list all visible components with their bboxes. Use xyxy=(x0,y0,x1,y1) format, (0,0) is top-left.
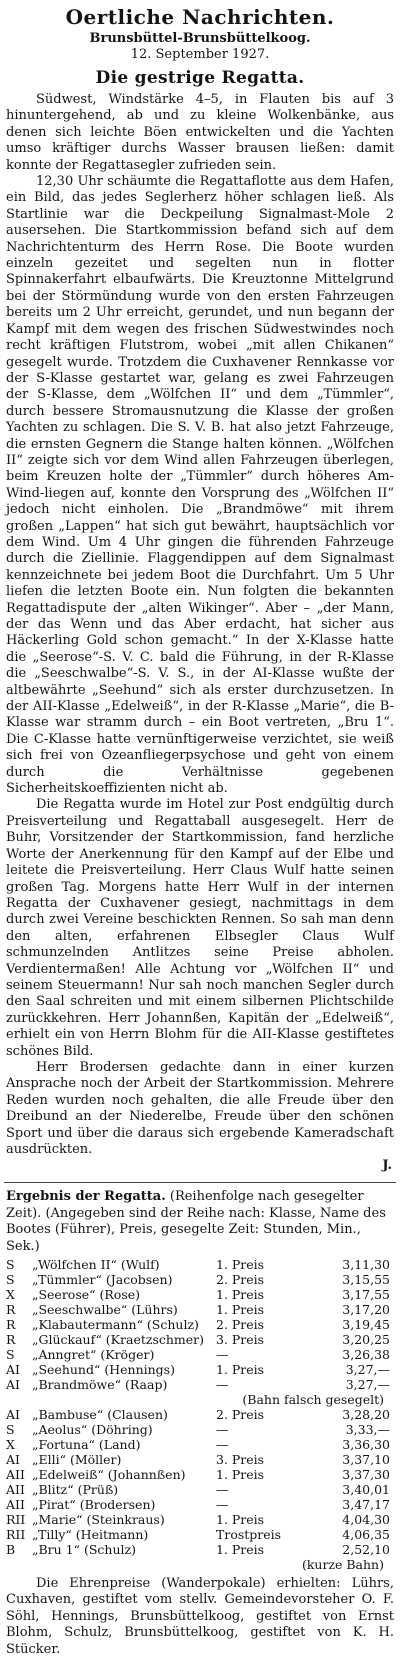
results-note xyxy=(12,1557,388,1572)
result-time: 3,19,45 xyxy=(342,1317,390,1333)
result-boat: „Bru 1“ (Schulz) xyxy=(32,1542,136,1558)
result-prize: 1. Preis xyxy=(216,1287,265,1303)
result-time: 2,52,10 xyxy=(342,1542,390,1558)
honor-prizes-paragraph xyxy=(6,1576,394,1658)
author-signature: J. xyxy=(382,1158,392,1174)
article-paragraph xyxy=(6,797,394,1060)
paragraph-text: 12,30 Uhr schäumte die Regattaflotte aus dem Hafen, ein Bild, das jedes Seglerherz höher schlagen ließ. Als Startlinie war die Deckpeilung Signalmast-Mole 2 ausersehen. Die Startkommission befand sich auf dem Nachrichtenturm des Herrn Rose. Die Boote wurden einzeln gezeitet und segelten nun in flotter Spinnakerfahrt elbaufwärts. Die Kreuztonne Mittelgrund bei der Störmündung wurde von den ersten Fahrzeugen bereits um 2 Uhr erreicht, gerundet, und nun begann der Kampf mit dem wegen des frischen Südwestwindes noch recht kräftigen Flutstrom, wobei „mit allen Chikanen“ gesegelt wurde. Trotzdem die Cuxhavener Rennkasse vor der S-Klasse gestartet war, gelang es zwei Fahrzeugen der S-Klasse, dem „Wölfchen II“ und dem „Tümmler“, durch bessere Stromausnutzung die Klasse der großen Yachten zu schlagen. Die S. V. B. hat also jetzt Fahrzeuge, die ernsten Gegnern die Stange halten können. „Wölfchen II“ zeigte sich vor dem Wind allen Fahrzeugen überlegen, beim Kreuzen holte der „Tümmler“ durch höheres Am-Wind-liegen auf, konnte den Vorsprung des „Wölfchen II“ jedoch nicht einholen. Die „Brandmöwe“ mit ihrem großen „Lappen“ hat sich gut bewährt, hauptsächlich vor dem Wind. Um 4 Uhr gingen die führenden Fahrzeuge durch die Ziellinie. Flaggendippen auf dem Signalmast kennzeichnete bei jedem Boot die Durchfahrt. Um 5 Uhr liefen die letzten Boote ein. Nun folgten die bekannten Regattadispute der „alten Wikinger“. Aber – „der Mann, der das Wenn und das Aber erdacht, hat sicher aus Häckerling Gold schon gemacht.“ In der X-Klasse hatte die „Seerose“-S. V. C. bald die Führung, in der R-Klasse die „Seeschwalbe“-S. V. S., in der AI-Klasse wußte der altbewährte „Seehund“ sich als erster durchzusetzen. In der AII-Klasse „Edelweiß“, in der R-Klasse „Marie“, die B-Klasse war stramm durch – ein Boot vertreten, „Bru 1“. Die C-Klasse hatte vernünftigerweise verzichtet, sie weiß sich frei von Ozeanfliegerpsychose und geht von einem durch die Verhältnisse gegebenen Sicherheitskoeffizienten nicht ab. xyxy=(6,174,394,797)
results-table xyxy=(6,1257,394,1572)
result-boat: „Pirat“ (Brodersen) xyxy=(32,1497,156,1513)
result-class: X xyxy=(6,1437,15,1453)
result-boat: „Klabautermann“ (Schulz) xyxy=(32,1317,199,1333)
result-prize: — xyxy=(216,1347,229,1363)
result-class: AI xyxy=(6,1377,20,1393)
result-row xyxy=(6,1542,394,1557)
results-heading-note: (Reihenfolge nach gesegelter Zeit). xyxy=(6,1189,364,1221)
results-header xyxy=(6,1189,394,1255)
result-time: 3,27,— xyxy=(345,1362,390,1378)
result-row xyxy=(6,1452,394,1467)
result-time: 4,04,30 xyxy=(342,1512,390,1528)
result-class: AII xyxy=(6,1497,25,1513)
result-boat: „Glückauf“ (Kraetzschmer) xyxy=(32,1332,205,1348)
result-row xyxy=(6,1437,394,1452)
result-class: AI xyxy=(6,1407,20,1423)
result-time: 3,36,30 xyxy=(342,1437,390,1453)
result-row xyxy=(6,1332,394,1347)
result-boat: „Seerose“ (Rose) xyxy=(32,1287,141,1303)
result-prize: — xyxy=(216,1482,229,1498)
result-boat: „Brandmöwe“ (Raap) xyxy=(32,1377,168,1393)
result-prize: 2. Preis xyxy=(216,1407,265,1423)
results-heading: Ergebnis der Regatta. xyxy=(6,1189,166,1205)
result-prize: 1. Preis xyxy=(216,1362,265,1378)
result-boat: „Fortuna“ (Land) xyxy=(32,1437,141,1453)
result-row xyxy=(6,1407,394,1422)
results-explanation: (Angegeben sind der Reihe nach: Klasse, Name des Bootes (Führer), Preis, gesegelte Zeit: Stunden, Min., Sek.) xyxy=(6,1205,386,1254)
result-boat: „Tümmler“ (Jacobsen) xyxy=(32,1272,173,1288)
result-time: 3,28,20 xyxy=(342,1407,390,1423)
result-prize: Trostpreis xyxy=(216,1527,282,1543)
section-divider xyxy=(4,1182,396,1183)
paragraph-text: Die Regatta wurde im Hotel zur Post endgültig durch Preisverteilung und Regattaball ausgesegelt. Herr de Buhr, Vorsitzender der Startkommission, fand herzliche Worte der Anerkennung für den Kampf auf der Elbe und leitete die Preisverteilung. Herr Claus Wulf hatte seinen großen Tag. Morgens hatte Herr Wulf in der internen Regatta der Cuxhavener gesiegt, nachmittags in dem durch zwei Vereine beschickten Rennen. So sah man denn den alten, erfahrenen Elbsegler Claus Wulf schmunzelnden Antlitzes seine Preise abholen. Verdientermaßen! Alle Achtung vor „Wölfchen II“ und seinem Steuermann! Nur sah noch manchen Segler durch den Saal schreiten und mit einem silbernen Plichtschilde zurückkehren. Herr Johannßen, Kapitän der „Edelweiß“, erhielt ein von Herrn Blohm für die AII-Klasse gestiftetes schönes Bild. xyxy=(6,797,394,1059)
result-boat: „Seeschwalbe“ (Lührs) xyxy=(32,1302,178,1318)
result-row xyxy=(6,1347,394,1362)
result-row xyxy=(6,1512,394,1527)
result-row xyxy=(6,1302,394,1317)
result-boat: „Tilly“ (Heitmann) xyxy=(32,1527,149,1543)
result-boat: „Anngret“ (Kröger) xyxy=(32,1347,155,1363)
result-time: 4,06,35 xyxy=(342,1527,390,1543)
result-row xyxy=(6,1527,394,1542)
result-class: B xyxy=(6,1542,16,1558)
result-time: 3,47,17 xyxy=(342,1497,390,1513)
result-row xyxy=(6,1467,394,1482)
result-prize: 3. Preis xyxy=(216,1332,265,1348)
result-time: 3,27,— xyxy=(345,1377,390,1393)
result-row xyxy=(6,1497,394,1512)
result-class: R xyxy=(6,1302,16,1318)
result-class: S xyxy=(6,1272,15,1288)
result-time: 3,37,30 xyxy=(342,1467,390,1483)
result-time: 3,40,01 xyxy=(342,1482,390,1498)
result-time: 3,26,38 xyxy=(342,1347,390,1363)
result-boat: „Wölfchen II“ (Wulf) xyxy=(32,1257,160,1273)
result-prize: 1. Preis xyxy=(216,1257,265,1273)
result-row xyxy=(6,1362,394,1377)
result-time: 3,37,10 xyxy=(342,1452,390,1468)
result-prize: 2. Preis xyxy=(216,1317,265,1333)
result-class: S xyxy=(6,1257,15,1273)
result-class: S xyxy=(6,1347,15,1363)
result-prize: 3. Preis xyxy=(216,1452,265,1468)
article-paragraph xyxy=(6,174,394,797)
result-boat: „Marie“ (Steinkraus) xyxy=(32,1512,165,1528)
result-time: 3,15,55 xyxy=(342,1272,390,1288)
place-line: Brunsbüttel-Brunsbüttelkoog. xyxy=(89,31,311,46)
result-class: AI xyxy=(6,1362,20,1378)
result-row xyxy=(6,1377,394,1392)
paragraph-text: Herr Brodersen gedachte dann in einer kurzen Ansprache noch der Arbeit der Startkommission. Mehrere Reden wurden noch gehalten, die alle Freude über den Dreibund an der Niederelbe, Freude über den schönen Sport und über die daraus sich ergebende Kameradschaft ausdrückten. xyxy=(6,1059,394,1157)
article-headline: Die gestrige Regatta. xyxy=(95,68,305,88)
result-row xyxy=(6,1422,394,1437)
result-class: AI xyxy=(6,1452,20,1468)
section-title: Oertliche Nachrichten. xyxy=(65,5,335,29)
date-line: 12. September 1927. xyxy=(130,47,270,62)
article-paragraph xyxy=(6,1060,394,1158)
result-prize: — xyxy=(216,1437,229,1453)
results-note xyxy=(12,1392,388,1407)
result-time: 3,17,55 xyxy=(342,1287,390,1303)
result-boat: „Elli“ (Möller) xyxy=(32,1452,122,1468)
result-prize: 1. Preis xyxy=(216,1542,265,1558)
result-boat: „Edelweiß“ (Johannßen) xyxy=(32,1467,186,1483)
result-class: S xyxy=(6,1422,15,1438)
result-class: AII xyxy=(6,1467,25,1483)
article-paragraph xyxy=(6,92,394,174)
result-time: 3,33,— xyxy=(345,1422,390,1438)
result-class: RII xyxy=(6,1527,26,1543)
results-note-text: (Bahn falsch gesegelt) xyxy=(242,1392,384,1408)
result-prize: 2. Preis xyxy=(216,1272,265,1288)
result-class: R xyxy=(6,1317,16,1333)
result-row xyxy=(6,1272,394,1287)
result-boat: „Seehund“ (Hennings) xyxy=(32,1362,175,1378)
result-class: RII xyxy=(6,1512,26,1528)
result-boat: „Aeolus“ (Döhring) xyxy=(32,1422,153,1438)
result-boat: „Blitz“ (Prüß) xyxy=(32,1482,119,1498)
result-prize: — xyxy=(216,1497,229,1513)
result-time: 3,11,30 xyxy=(342,1257,390,1273)
paragraph-text: Südwest, Windstärke 4–5, in Flauten bis auf 3 hinuntergehend, ab und zu kleine Wolkenbänke, aus denen sich leichte Böen entwickelten und die Yachten umso kräftiger durchs Wasser brausen ließen: damit konnte der Regattasegler zufrieden sein. xyxy=(6,92,394,173)
result-prize: 1. Preis xyxy=(216,1302,265,1318)
result-row xyxy=(6,1287,394,1302)
honor-prizes-text: Die Ehrenpreise (Wanderpokale) erhielten: Lührs, Cuxhaven, gestiftet vom stellv. Gemeindevorsteher O. F. Söhl, Hennings, Brunsbüttelkoog, gestiftet von Ernst Blohm, Schulz, Brunsbüttelkoog, gestiftet von K. H. Stücker. xyxy=(6,1576,394,1657)
result-time: 3,20,25 xyxy=(342,1332,390,1348)
result-class: R xyxy=(6,1332,16,1348)
result-row xyxy=(6,1257,394,1272)
result-class: X xyxy=(6,1287,15,1303)
result-prize: — xyxy=(216,1377,229,1393)
result-row xyxy=(6,1317,394,1332)
result-row xyxy=(6,1482,394,1497)
result-prize: 1. Preis xyxy=(216,1467,265,1483)
result-prize: — xyxy=(216,1422,229,1438)
result-time: 3,17,20 xyxy=(342,1302,390,1318)
results-note-text: (kurze Bahn) xyxy=(301,1557,384,1573)
result-class: AII xyxy=(6,1482,25,1498)
result-prize: 1. Preis xyxy=(216,1512,265,1528)
result-boat: „Bambuse“ (Clausen) xyxy=(32,1407,168,1423)
